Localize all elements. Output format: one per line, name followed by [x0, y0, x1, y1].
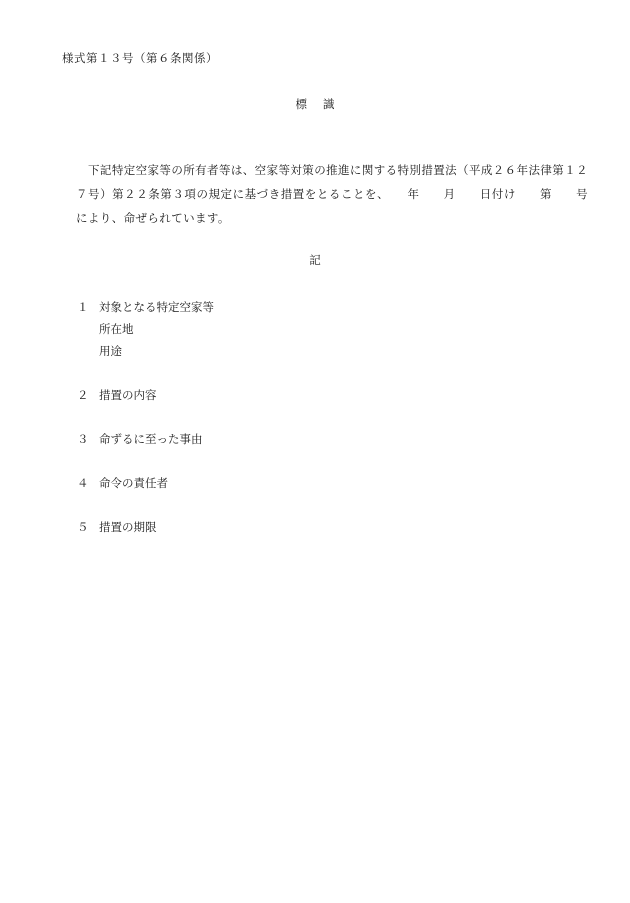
form-number: 様式第１３号（第６条関係） — [62, 51, 218, 65]
item-label: 命ずるに至った事由 — [99, 432, 203, 446]
item-list — [77, 296, 577, 538]
list-item-1 — [77, 296, 577, 318]
item-number: ５ — [77, 520, 89, 534]
item-number: ２ — [77, 388, 89, 402]
item-label: 命令の責任者 — [99, 476, 168, 490]
list-item-4 — [77, 472, 577, 494]
body-text: 下記特定空家等の所有者等は、空家等対策の推進に関する特別措置法（平成２６年法律第１２７号）第２２条第３項の規定に基づき措置をとることを、 年 月 日付け 第 号により、命ぜられています。 — [76, 163, 588, 225]
document-title: 標識 — [295, 97, 351, 111]
item-number: １ — [77, 300, 89, 314]
item-label: 対象となる特定空家等 — [99, 300, 214, 314]
sub-item-location: 所在地 — [99, 322, 134, 336]
item-label: 措置の内容 — [99, 388, 157, 402]
list-item-2 — [77, 384, 577, 406]
sub-item-usage: 用途 — [99, 344, 122, 358]
list-item-3 — [77, 428, 577, 450]
body-paragraph — [76, 158, 588, 230]
list-item-5 — [77, 516, 577, 538]
ki-heading: 記 — [309, 253, 321, 267]
item-number: ４ — [77, 476, 89, 490]
item-number: ３ — [77, 432, 89, 446]
item-label: 措置の期限 — [99, 520, 157, 534]
